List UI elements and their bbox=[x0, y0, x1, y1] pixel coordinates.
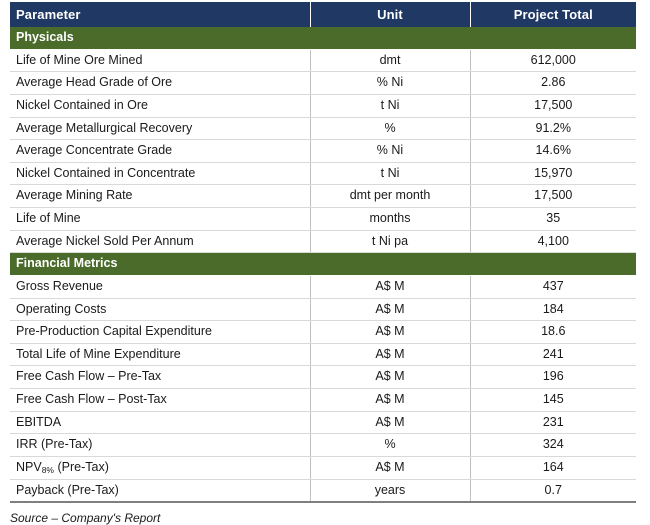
row-total: 91.2% bbox=[470, 117, 636, 140]
row-unit: t Ni bbox=[310, 162, 470, 185]
row-parameter: Life of Mine Ore Mined bbox=[10, 49, 310, 72]
row-unit: dmt per month bbox=[310, 185, 470, 208]
table-row bbox=[10, 140, 636, 163]
table-row bbox=[10, 298, 636, 321]
section-title-financial-metrics: Financial Metrics bbox=[10, 253, 636, 276]
row-unit: % bbox=[310, 434, 470, 457]
table-header bbox=[10, 2, 636, 27]
header-row bbox=[10, 2, 636, 27]
row-unit: A$ M bbox=[310, 275, 470, 298]
row-total: 17,500 bbox=[470, 185, 636, 208]
row-unit: A$ M bbox=[310, 343, 470, 366]
row-total: 4,100 bbox=[470, 230, 636, 253]
row-parameter: Average Head Grade of Ore bbox=[10, 72, 310, 95]
row-unit: t Ni pa bbox=[310, 230, 470, 253]
row-total: 241 bbox=[470, 343, 636, 366]
row-total: 35 bbox=[470, 208, 636, 231]
row-unit: A$ M bbox=[310, 456, 470, 479]
table-row bbox=[10, 321, 636, 344]
table-row bbox=[10, 389, 636, 412]
row-parameter: Nickel Contained in Ore bbox=[10, 94, 310, 117]
table-row bbox=[10, 411, 636, 434]
row-parameter: Free Cash Flow – Pre-Tax bbox=[10, 366, 310, 389]
table-row bbox=[10, 117, 636, 140]
project-summary-table bbox=[10, 2, 636, 503]
row-total: 231 bbox=[470, 411, 636, 434]
row-total: 612,000 bbox=[470, 49, 636, 72]
row-parameter: Total Life of Mine Expenditure bbox=[10, 343, 310, 366]
row-parameter: Free Cash Flow – Post-Tax bbox=[10, 389, 310, 412]
table-row bbox=[10, 49, 636, 72]
row-total: 0.7 bbox=[470, 479, 636, 502]
table-row bbox=[10, 456, 636, 479]
row-parameter: IRR (Pre-Tax) bbox=[10, 434, 310, 457]
row-parameter: EBITDA bbox=[10, 411, 310, 434]
row-parameter: Average Mining Rate bbox=[10, 185, 310, 208]
table-row bbox=[10, 162, 636, 185]
source-note: Source – Company's Report bbox=[10, 511, 161, 525]
row-parameter: Average Metallurgical Recovery bbox=[10, 117, 310, 140]
row-parameter: Pre-Production Capital Expenditure bbox=[10, 321, 310, 344]
row-parameter: Payback (Pre-Tax) bbox=[10, 479, 310, 502]
section-header-row bbox=[10, 27, 636, 49]
section-header-row bbox=[10, 253, 636, 276]
table-row bbox=[10, 72, 636, 95]
table-row bbox=[10, 230, 636, 253]
table-row bbox=[10, 94, 636, 117]
row-total: 196 bbox=[470, 366, 636, 389]
row-unit: % Ni bbox=[310, 72, 470, 95]
column-header-parameter: Parameter bbox=[10, 2, 310, 27]
row-total: 14.6% bbox=[470, 140, 636, 163]
table-row bbox=[10, 434, 636, 457]
row-unit: % Ni bbox=[310, 140, 470, 163]
row-parameter: Nickel Contained in Concentrate bbox=[10, 162, 310, 185]
row-unit: years bbox=[310, 479, 470, 502]
row-parameter: Life of Mine bbox=[10, 208, 310, 231]
table-row bbox=[10, 343, 636, 366]
row-unit: A$ M bbox=[310, 389, 470, 412]
row-parameter: Gross Revenue bbox=[10, 275, 310, 298]
row-unit: A$ M bbox=[310, 366, 470, 389]
row-total: 17,500 bbox=[470, 94, 636, 117]
row-total: 164 bbox=[470, 456, 636, 479]
table-body bbox=[10, 27, 636, 502]
row-parameter: Average Concentrate Grade bbox=[10, 140, 310, 163]
row-total: 145 bbox=[470, 389, 636, 412]
row-unit: dmt bbox=[310, 49, 470, 72]
row-parameter: Operating Costs bbox=[10, 298, 310, 321]
row-total: 15,970 bbox=[470, 162, 636, 185]
table-row bbox=[10, 366, 636, 389]
row-parameter: Average Nickel Sold Per Annum bbox=[10, 230, 310, 253]
row-total: 324 bbox=[470, 434, 636, 457]
table-row bbox=[10, 208, 636, 231]
column-header-project-total: Project Total bbox=[470, 2, 636, 27]
table-row bbox=[10, 275, 636, 298]
table-document bbox=[0, 2, 650, 525]
row-parameter: $NPV_{8\%}$ (Pre-Tax) bbox=[10, 456, 310, 479]
row-total: 437 bbox=[470, 275, 636, 298]
row-total: 18.6 bbox=[470, 321, 636, 344]
row-unit: t Ni bbox=[310, 94, 470, 117]
row-total: 2.86 bbox=[470, 72, 636, 95]
row-unit: % bbox=[310, 117, 470, 140]
row-unit: A$ M bbox=[310, 321, 470, 344]
section-title-physicals: Physicals bbox=[10, 27, 636, 49]
table-row bbox=[10, 185, 636, 208]
row-unit: months bbox=[310, 208, 470, 231]
table-row bbox=[10, 479, 636, 502]
column-header-unit: Unit bbox=[310, 2, 470, 27]
row-unit: A$ M bbox=[310, 298, 470, 321]
row-unit: A$ M bbox=[310, 411, 470, 434]
row-total: 184 bbox=[470, 298, 636, 321]
